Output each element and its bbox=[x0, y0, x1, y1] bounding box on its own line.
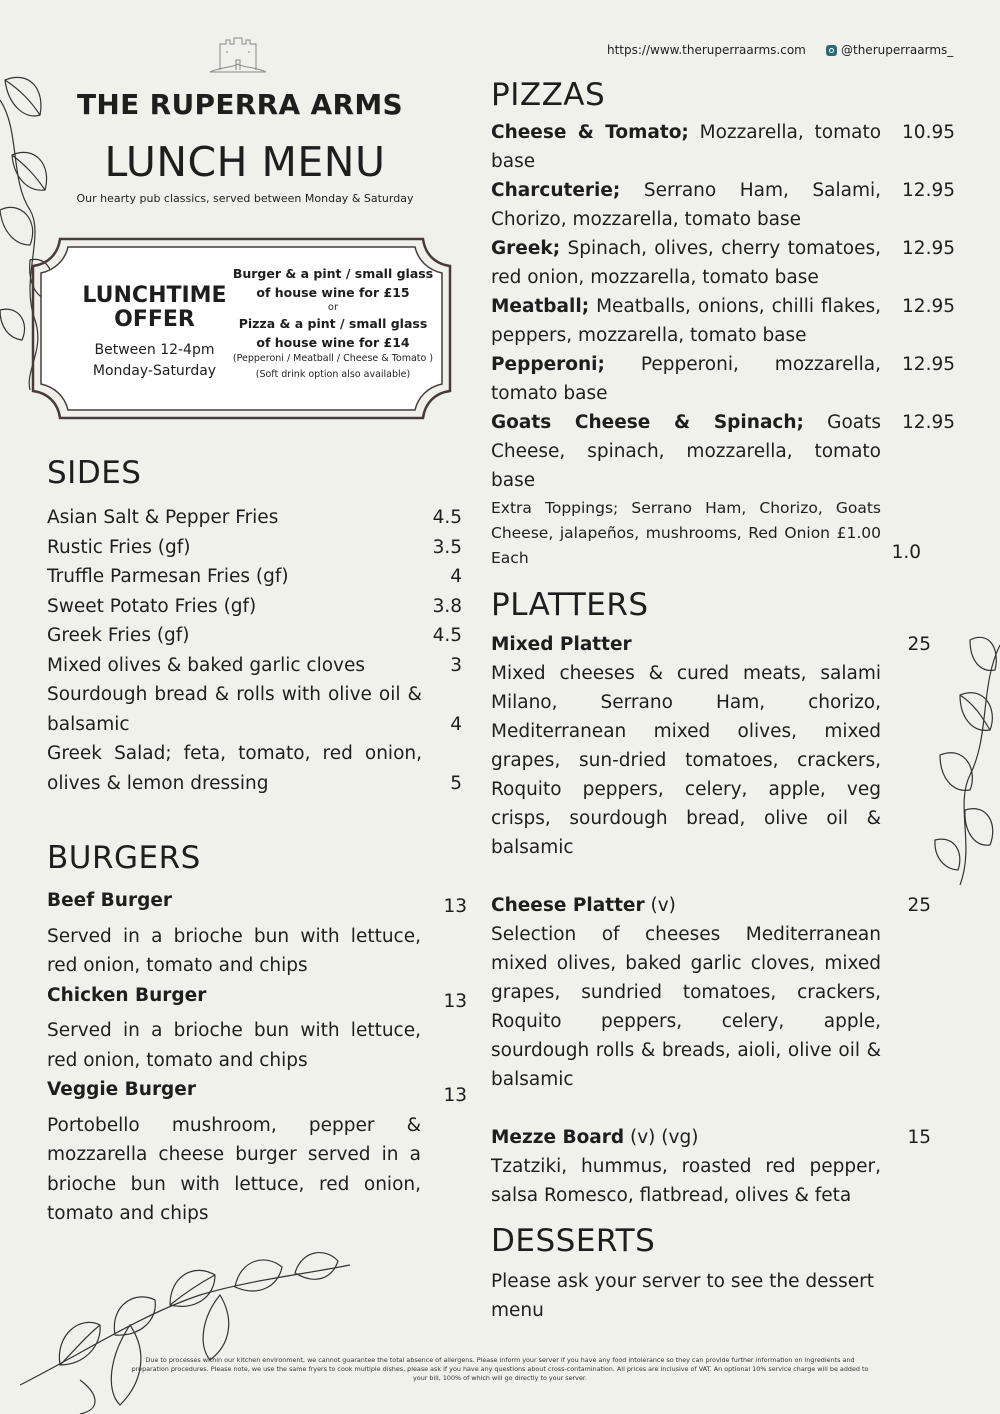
item-name: Pepperoni; bbox=[491, 354, 605, 375]
item-price: 3 bbox=[450, 654, 462, 676]
burgers-list bbox=[47, 886, 467, 1229]
list-item bbox=[491, 234, 955, 292]
item-price: 4 bbox=[450, 566, 462, 587]
offer-deal-burger: Burger & a pint / small glass of house wine for £15 bbox=[232, 266, 434, 300]
item-title bbox=[491, 891, 676, 920]
list-item bbox=[491, 891, 941, 1094]
item-desc: Mozzarella, tomato base bbox=[491, 122, 882, 172]
item-name: Rustic Fries (gf) bbox=[47, 536, 191, 558]
item-price: 10.95 bbox=[902, 122, 955, 143]
offer-soft-drink: (Soft drink option also available) bbox=[255, 369, 411, 380]
item-text bbox=[491, 176, 881, 234]
offer-right bbox=[232, 264, 434, 381]
list-item bbox=[491, 350, 955, 408]
item-name: Chicken Burger bbox=[47, 984, 207, 1006]
list-item bbox=[47, 680, 462, 739]
item-name: Mezze Board bbox=[491, 1127, 625, 1148]
offer-or: or bbox=[327, 302, 339, 313]
list-item bbox=[491, 292, 955, 350]
offer-title-2: OFFER bbox=[114, 307, 195, 332]
list-item bbox=[491, 408, 955, 495]
item-price: 4.5 bbox=[432, 507, 462, 528]
menu-title: LUNCH MENU bbox=[104, 138, 386, 186]
extra-toppings-price: 1.0 bbox=[891, 542, 921, 563]
item-price: 13 bbox=[443, 990, 467, 1012]
item-text bbox=[491, 408, 881, 495]
item-price: 3.8 bbox=[432, 595, 462, 617]
pub-name: THE RUPERRA ARMS bbox=[77, 88, 403, 121]
item-tags: (v) bbox=[644, 895, 676, 916]
item-price: 15 bbox=[907, 1127, 931, 1148]
item-name: Beef Burger bbox=[47, 890, 172, 911]
offer-deal-pizza: Pizza & a pint / small glass of house wine for £14 bbox=[238, 316, 428, 350]
item-price: 5 bbox=[450, 772, 462, 794]
extra-toppings bbox=[491, 496, 921, 571]
list-item bbox=[47, 739, 462, 798]
item-name: Greek Fries (gf) bbox=[47, 625, 190, 646]
list-item bbox=[47, 621, 462, 651]
sides-title: SIDES bbox=[47, 455, 142, 491]
item-desc: Serrano Ham, Salami, Chorizo, mozzarella, tomato base bbox=[491, 180, 882, 230]
item-name: Greek Salad; feta, tomato, red onion, olives & lemon dressing bbox=[47, 743, 422, 794]
item-title bbox=[491, 1123, 698, 1152]
item-name: Cheese Platter bbox=[491, 895, 645, 916]
item-price: 25 bbox=[907, 634, 931, 655]
item-price: 12.95 bbox=[902, 296, 955, 317]
platters-list bbox=[491, 630, 941, 1239]
list-item bbox=[491, 630, 941, 862]
item-name: Truffle Parmesan Fries (gf) bbox=[47, 566, 289, 587]
platters-title: PLATTERS bbox=[491, 587, 649, 623]
item-price: 4 bbox=[450, 713, 462, 735]
list-item bbox=[491, 176, 955, 234]
item-text bbox=[491, 118, 881, 176]
pizzas-title: PIZZAS bbox=[491, 77, 606, 113]
list-item bbox=[491, 118, 955, 176]
item-price: 12.95 bbox=[902, 180, 955, 201]
item-desc: Meatballs, onions, chilli flakes, peppers, mozzarella, tomato base bbox=[491, 296, 881, 346]
item-price: 25 bbox=[907, 895, 931, 916]
offer-time bbox=[62, 340, 247, 382]
offer-title-1: LUNCHTIME bbox=[82, 283, 227, 308]
item-name: Cheese & Tomato; bbox=[491, 122, 689, 143]
list-item bbox=[491, 1123, 941, 1210]
item-desc: Mixed cheeses & cured meats, salami Milano, Serrano Ham, chorizo, Mediterranean mixed olives, mixed grapes, sun-dried tomatoes, crackers, Roquito peppers, celery, apple, veg crisps, sourdough bread, olive oil & balsamic bbox=[491, 663, 881, 858]
desserts-text: Please ask your server to see the dessert menu bbox=[491, 1271, 875, 1321]
offer-days: Monday-Saturday bbox=[92, 363, 217, 379]
item-price: 4.5 bbox=[432, 625, 462, 646]
list-item bbox=[47, 562, 462, 592]
item-text bbox=[491, 234, 881, 292]
item-name: Asian Salt & Pepper Fries bbox=[47, 507, 279, 528]
castle-icon bbox=[208, 30, 268, 75]
item-desc: Served in a brioche bun with lettuce, red onion, tomato and chips bbox=[47, 1020, 421, 1071]
item-name: Greek; bbox=[491, 238, 561, 259]
pizzas-list bbox=[491, 118, 955, 495]
list-item bbox=[47, 651, 462, 681]
item-price: 12.95 bbox=[902, 238, 955, 259]
offer-left bbox=[62, 284, 247, 382]
extra-toppings-text: Extra Toppings; Serrano Ham, Chorizo, Goats Cheese, jalapeños, mushrooms, Red Onion £1.00 Each bbox=[491, 499, 881, 567]
item-desc: Goats Cheese, spinach, mozzarella, tomato base bbox=[491, 412, 881, 491]
item-tags: (v) (vg) bbox=[624, 1127, 699, 1148]
list-item bbox=[47, 1075, 467, 1229]
allergen-disclaimer: Due to processes within our kitchen environment, we cannot guarantee the total absence of allergens. Please inform your server if you have any food intolerance so they can provide further information on ingredients and preparation procedures. Please note, we use the same fryers to cook multiple dishes, please ask if you have any questions about cross-contamination. All prices are inclusive of VAT. An optional 10% service charge will be added to your bill, 100% of which will go directly to your server. bbox=[131, 1356, 869, 1382]
list-item bbox=[47, 592, 462, 622]
item-desc: Pepperoni, mozzarella, tomato base bbox=[491, 354, 881, 404]
list-item bbox=[47, 503, 462, 533]
item-name: Goats Cheese & Spinach; bbox=[491, 412, 804, 433]
item-price: 13 bbox=[443, 896, 467, 917]
list-item bbox=[47, 533, 462, 563]
desserts-title: DESSERTS bbox=[491, 1223, 656, 1259]
item-name: Charcuterie; bbox=[491, 180, 621, 201]
item-price: 12.95 bbox=[902, 412, 955, 433]
list-item bbox=[47, 981, 467, 1076]
instagram-icon bbox=[826, 45, 837, 56]
sides-list bbox=[47, 503, 462, 798]
offer-pizza-note: (Pepperoni / Meatball / Cheese & Tomato ) bbox=[232, 353, 434, 364]
item-price: 12.95 bbox=[902, 354, 955, 375]
item-text bbox=[491, 292, 881, 350]
item-name: Veggie Burger bbox=[47, 1079, 196, 1100]
item-desc: Tzatziki, hummus, roasted red pepper, salsa Romesco, flatbread, olives & feta bbox=[491, 1156, 881, 1206]
item-desc: Served in a brioche bun with lettuce, red onion, tomato and chips bbox=[47, 925, 421, 976]
item-name: Meatball; bbox=[491, 296, 590, 317]
list-item bbox=[47, 886, 467, 981]
item-text bbox=[491, 350, 881, 408]
burgers-title: BURGERS bbox=[47, 840, 201, 876]
menu-subtitle: Our hearty pub classics, served between Monday & Saturday bbox=[76, 192, 414, 205]
instagram-handle[interactable] bbox=[826, 43, 953, 57]
website-url[interactable]: https://www.theruperraarms.com bbox=[607, 43, 806, 57]
item-price: 3.5 bbox=[432, 536, 462, 558]
item-desc: Portobello mushroom, pepper & mozzarella cheese burger served in a brioche bun with lettuce, red onion, tomato and chips bbox=[47, 1114, 421, 1224]
item-price: 13 bbox=[443, 1085, 467, 1106]
item-title bbox=[491, 630, 632, 659]
item-name: Mixed Platter bbox=[491, 634, 632, 655]
item-desc: Spinach, olives, cherry tomatoes, red onion, mozzarella, tomato base bbox=[491, 238, 881, 288]
item-name: Sourdough bread & rolls with olive oil & balsamic bbox=[47, 684, 422, 735]
item-name: Sweet Potato Fries (gf) bbox=[47, 595, 257, 617]
item-desc: Selection of cheeses Mediterranean mixed olives, baked garlic cloves, mixed grapes, sundried tomatoes, crackers, Roquito peppers, celery, apple, sourdough rolls & breads, aioli, olive oil & balsamic bbox=[491, 924, 881, 1090]
item-name: Mixed olives & baked garlic cloves bbox=[47, 654, 365, 676]
offer-hours: Between 12-4pm bbox=[94, 342, 215, 358]
instagram-text: @theruperraarms_ bbox=[841, 43, 954, 57]
